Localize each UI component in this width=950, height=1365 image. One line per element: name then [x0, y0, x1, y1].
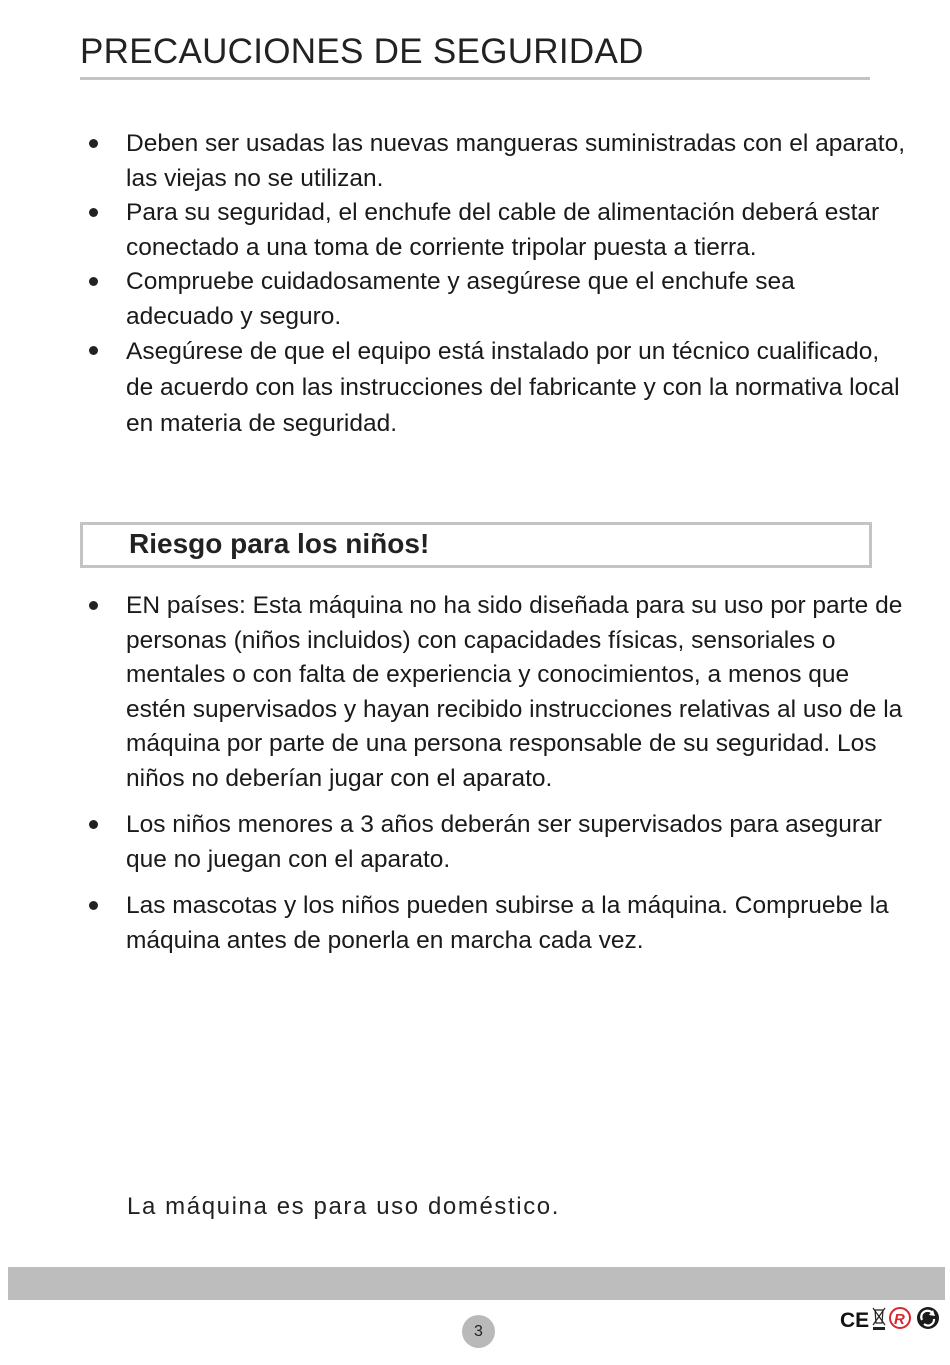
list-item: [0, 889, 906, 958]
title-underline: [80, 77, 870, 80]
bullet-icon: [89, 277, 98, 286]
bullet-icon: [89, 139, 98, 148]
children-risk-title: Riesgo para los niños!: [129, 528, 430, 559]
children-risk-list: [0, 589, 906, 970]
recycle-icon: [917, 1307, 939, 1329]
list-item: [0, 265, 906, 334]
list-item-text: Las mascotas y los niños pueden subirse a la máquina. Compruebe la máquina antes de ponerla en marcha cada vez.: [126, 892, 889, 954]
bullet-icon: [89, 208, 98, 217]
page-number: 3: [462, 1315, 495, 1348]
weee-bin-icon: [873, 1308, 885, 1330]
certification-marks: [838, 1301, 944, 1337]
ce-mark-text: CE: [840, 1309, 870, 1332]
bullet-icon: [89, 901, 98, 910]
bullet-icon: [89, 601, 98, 610]
list-item-text: Deben ser usadas las nuevas mangueras suministradas con el aparato, las viejas no se utilizan.: [126, 130, 905, 192]
list-item: [0, 808, 906, 877]
ce-mark-icon: [840, 1309, 869, 1332]
safety-list: [0, 127, 906, 442]
list-item-text: Asegúrese de que el equipo está instalado por un técnico cualificado, de acuerdo con las instrucciones del fabricante y con la normativa local en materia de seguridad.: [126, 338, 900, 437]
children-risk-header-box: [80, 522, 872, 568]
list-item-text: Compruebe cuidadosamente y asegúrese que el enchufe sea adecuado y seguro.: [126, 268, 795, 330]
list-item: [0, 334, 906, 442]
list-item: [0, 127, 906, 196]
list-item-text: Para su seguridad, el enchufe del cable de alimentación deberá estar conectado a una toma de corriente tripolar puesta a tierra.: [126, 199, 880, 261]
page-title: PRECAUCIONES DE SEGURIDAD: [80, 32, 644, 71]
domestic-use-note: La máquina es para uso doméstico.: [127, 1193, 561, 1220]
list-item-text: EN países: Esta máquina no ha sido diseñada para su uso por parte de personas (niños incluidos) con capacidades físicas, sensoriales o mentales o con falta de experiencia y conocimientos, a menos que estén supervisados y hayan recibido instrucciones relativas al uso de la máquina por parte de una persona responsable de su seguridad. Los niños no deberían jugar con el aparato.: [126, 592, 903, 792]
bullet-icon: [89, 346, 98, 355]
list-item: [0, 589, 906, 796]
bullet-icon: [89, 820, 98, 829]
footer-bar: [8, 1267, 945, 1300]
svg-text:R: R: [894, 1311, 905, 1328]
list-item: [0, 196, 906, 265]
registered-r-icon: [890, 1308, 910, 1328]
list-item-text: Los niños menores a 3 años deberán ser supervisados para asegurar que no juegan con el aparato.: [126, 811, 882, 873]
